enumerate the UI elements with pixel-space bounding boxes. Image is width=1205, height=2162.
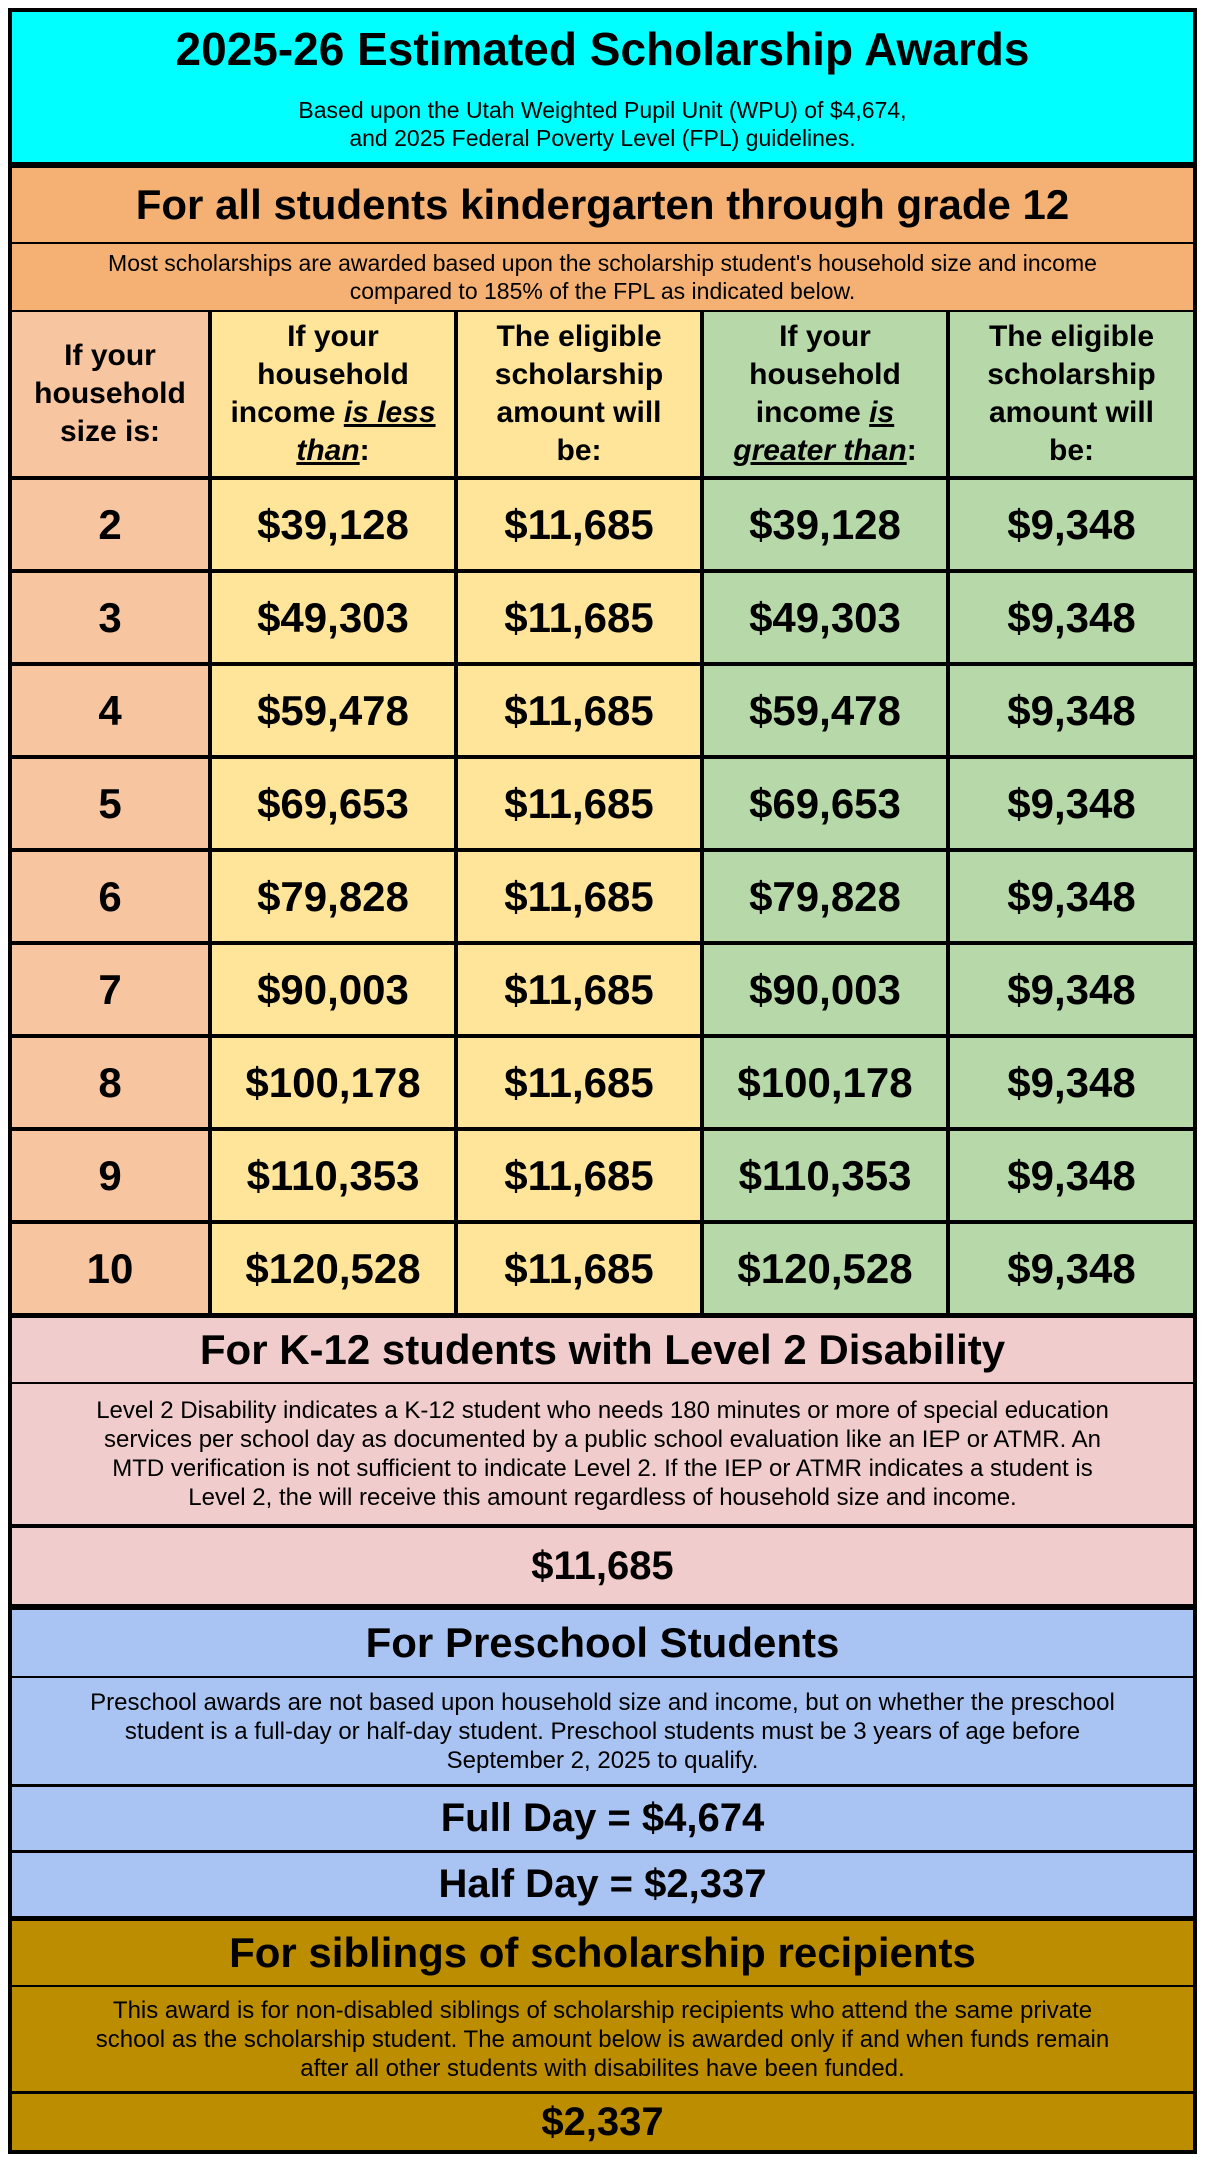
k12-heading-text: For all students kindergarten through grade 12	[135, 181, 1070, 228]
cell-value: $9,348	[1007, 779, 1136, 827]
cell-value: 7	[98, 965, 122, 1013]
cell-amount-low	[458, 1038, 700, 1127]
note-line: services per school day as documented by a public school evaluation like an IEP or ATMR. An	[104, 1426, 1101, 1453]
preschool-heading-text: For Preschool Students	[365, 1619, 840, 1666]
header-text: If your	[64, 339, 156, 372]
cell-income-greater-than	[704, 759, 946, 848]
awards-sheet	[8, 8, 1197, 2154]
note-line: Level 2 Disability indicates a K-12 student who needs 180 minutes or more of special education	[96, 1397, 1109, 1424]
cell-income-greater-than	[704, 1131, 946, 1220]
cell-income-less-than	[212, 573, 454, 662]
cell-value: $59,478	[257, 686, 409, 734]
cell-amount-low	[458, 1224, 700, 1313]
cell-value: $59,478	[749, 686, 901, 734]
cell-value: $9,348	[1007, 872, 1136, 920]
cell-value: $9,348	[1007, 965, 1136, 1013]
cell-household-size	[12, 1038, 208, 1127]
cell-value: $110,353	[738, 1151, 912, 1199]
header-text: income	[755, 396, 870, 429]
cell-value: $9,348	[1007, 1244, 1136, 1292]
cell-value: $120,528	[245, 1244, 421, 1292]
header-text: be:	[556, 434, 602, 467]
header-text: The eligible	[496, 320, 662, 353]
cell-value: 3	[98, 593, 122, 641]
cell-income-less-than	[212, 852, 454, 941]
cell-amount-low	[458, 852, 700, 941]
cell-household-size	[12, 1131, 208, 1220]
siblings-heading	[12, 1921, 1193, 1985]
cell-household-size	[12, 945, 208, 1034]
cell-value: 6	[98, 872, 122, 920]
cell-value: $11,685	[504, 872, 654, 920]
disability-heading-text: For K-12 students with Level 2 Disability	[199, 1326, 1006, 1373]
cell-value: $69,653	[749, 779, 901, 827]
header-text: The eligible	[988, 320, 1155, 353]
subtitle-line-1: Based upon the Utah Weighted Pupil Unit (WPU) of $4,674,	[298, 97, 907, 123]
cell-income-less-than	[212, 945, 454, 1034]
preschool-full-day	[12, 1787, 1193, 1850]
cell-income-greater-than	[704, 666, 946, 755]
cell-value: $79,828	[257, 872, 409, 920]
cell-value: 9	[98, 1151, 122, 1199]
note-line: Level 2, the will receive this amount regardless of household size and income.	[188, 1484, 1017, 1511]
siblings-amount-text: $2,337	[541, 2099, 664, 2144]
cell-income-less-than	[212, 1224, 454, 1313]
cell-value: $11,685	[504, 1151, 654, 1199]
cell-value: $100,178	[737, 1058, 913, 1106]
header-emphasis: is	[869, 396, 895, 429]
disability-heading	[12, 1318, 1193, 1382]
cell-household-size	[12, 573, 208, 662]
cell-income-less-than	[212, 1038, 454, 1127]
note-line: Preschool awards are not based upon household size and income, but on whether the preschool	[90, 1688, 1115, 1716]
cell-household-size	[12, 759, 208, 848]
cell-value: $90,003	[257, 965, 409, 1013]
cell-value: $49,303	[749, 593, 901, 641]
cell-value: 8	[98, 1058, 122, 1106]
header-text: be:	[1049, 434, 1094, 467]
cell-value: $9,348	[1007, 1151, 1136, 1199]
header-text: household	[749, 358, 901, 391]
cell-value: 2	[98, 500, 122, 548]
cell-amount-high	[950, 1224, 1193, 1313]
header-text: size is:	[59, 415, 161, 448]
cell-value: $9,348	[1007, 1058, 1136, 1106]
cell-value: $110,353	[246, 1151, 420, 1199]
disability-amount-text: $11,685	[531, 1543, 674, 1588]
cell-value: $120,528	[737, 1244, 913, 1292]
cell-income-greater-than	[704, 945, 946, 1034]
cell-amount-high	[950, 480, 1193, 569]
header-text: household	[257, 358, 409, 391]
header-emphasis: is less	[343, 396, 436, 429]
cell-amount-high	[950, 1038, 1193, 1127]
header-text: household	[34, 377, 186, 410]
disability-amount	[12, 1528, 1193, 1604]
header-text: If your	[287, 320, 379, 353]
cell-household-size	[12, 1224, 208, 1313]
cell-value: $11,685	[504, 500, 654, 548]
subtitle	[12, 86, 1193, 162]
k12-heading	[12, 168, 1193, 242]
siblings-heading-text: For siblings of scholarship recipients	[229, 1929, 976, 1976]
cell-value: $9,348	[1007, 593, 1136, 641]
cell-income-less-than	[212, 480, 454, 569]
cell-value: $100,178	[245, 1058, 421, 1106]
header-text	[296, 432, 369, 470]
cell-value: $9,348	[1007, 686, 1136, 734]
cell-amount-low	[458, 759, 700, 848]
header-text: If your	[779, 320, 871, 353]
cell-household-size	[12, 666, 208, 755]
header-income-less-than	[212, 312, 454, 476]
cell-value: $69,653	[257, 779, 409, 827]
full-day-text: Full Day = $4,674	[440, 1796, 765, 1840]
cell-amount-low	[458, 573, 700, 662]
cell-income-less-than	[212, 1131, 454, 1220]
siblings-amount	[12, 2094, 1193, 2150]
cell-amount-low	[458, 480, 700, 569]
cell-value: $79,828	[749, 872, 901, 920]
cell-value: $11,685	[504, 965, 654, 1013]
cell-value: 5	[98, 779, 122, 827]
k12-note-line-1: Most scholarships are awarded based upon the scholarship student's household size and income	[108, 250, 1097, 276]
cell-income-greater-than	[704, 1038, 946, 1127]
cell-household-size	[12, 480, 208, 569]
preschool-half-day	[12, 1853, 1193, 1916]
cell-amount-low	[458, 945, 700, 1034]
cell-value: $11,685	[504, 593, 654, 641]
header-text	[733, 432, 916, 470]
cell-amount-high	[950, 852, 1193, 941]
preschool-heading	[12, 1610, 1193, 1676]
k12-note	[12, 244, 1193, 310]
cell-value: $11,685	[504, 779, 654, 827]
cell-amount-high	[950, 666, 1193, 755]
siblings-note	[12, 1987, 1193, 2091]
header-amount-high	[950, 312, 1193, 476]
cell-value: $90,003	[749, 965, 901, 1013]
disability-note	[12, 1384, 1193, 1524]
k12-note-line-2: compared to 185% of the FPL as indicated below.	[349, 278, 856, 304]
header-emphasis: greater than	[733, 434, 907, 467]
header-text: income	[230, 396, 344, 429]
cell-value: $39,128	[257, 500, 409, 548]
cell-value: $49,303	[257, 593, 409, 641]
cell-value: $11,685	[504, 1244, 654, 1292]
cell-value: $11,685	[504, 1058, 654, 1106]
header-amount-low	[458, 312, 700, 476]
cell-income-greater-than	[704, 1224, 946, 1313]
page-title	[12, 12, 1193, 86]
half-day-text: Half Day = $2,337	[438, 1862, 767, 1906]
cell-household-size	[12, 852, 208, 941]
note-line: school as the scholarship student. The amount below is awarded only if and when funds remain	[95, 2025, 1110, 2053]
page-title-text: 2025-26 Estimated Scholarship Awards	[175, 23, 1030, 75]
cell-value: $11,685	[504, 686, 654, 734]
preschool-note	[12, 1678, 1193, 1784]
note-line: after all other students with disabilites have been funded.	[300, 2054, 905, 2082]
note-line: This award is for non-disabled siblings of scholarship recipients who attend the same private	[112, 1996, 1093, 2024]
cell-amount-high	[950, 573, 1193, 662]
cell-value: $9,348	[1007, 500, 1136, 548]
header-text: :	[359, 434, 370, 467]
cell-amount-high	[950, 759, 1193, 848]
cell-income-greater-than	[704, 573, 946, 662]
cell-income-greater-than	[704, 852, 946, 941]
header-text	[756, 394, 894, 432]
note-line: MTD verification is not sufficient to indicate Level 2. If the IEP or ATMR indicates a student is	[112, 1455, 1093, 1482]
note-line: student is a full-day or half-day student. Preschool students must be 3 years of age before	[124, 1717, 1081, 1745]
cell-amount-low	[458, 1131, 700, 1220]
cell-value: 10	[86, 1244, 134, 1292]
header-income-greater-than	[704, 312, 946, 476]
cell-amount-low	[458, 666, 700, 755]
header-text: :	[906, 434, 917, 467]
cell-income-less-than	[212, 666, 454, 755]
cell-value: 4	[98, 686, 122, 734]
cell-value: $39,128	[749, 500, 901, 548]
cell-income-greater-than	[704, 480, 946, 569]
header-text: amount will	[496, 396, 662, 429]
subtitle-line-2: and 2025 Federal Poverty Level (FPL) guidelines.	[349, 125, 856, 151]
note-line: September 2, 2025 to qualify.	[446, 1746, 759, 1774]
cell-amount-high	[950, 945, 1193, 1034]
header-household-size	[12, 312, 208, 476]
cell-amount-high	[950, 1131, 1193, 1220]
header-text: scholarship	[494, 358, 664, 391]
header-emphasis: than	[296, 434, 360, 467]
cell-income-less-than	[212, 759, 454, 848]
header-text: scholarship	[987, 358, 1156, 391]
header-text: amount will	[989, 396, 1154, 429]
header-text	[230, 394, 435, 432]
